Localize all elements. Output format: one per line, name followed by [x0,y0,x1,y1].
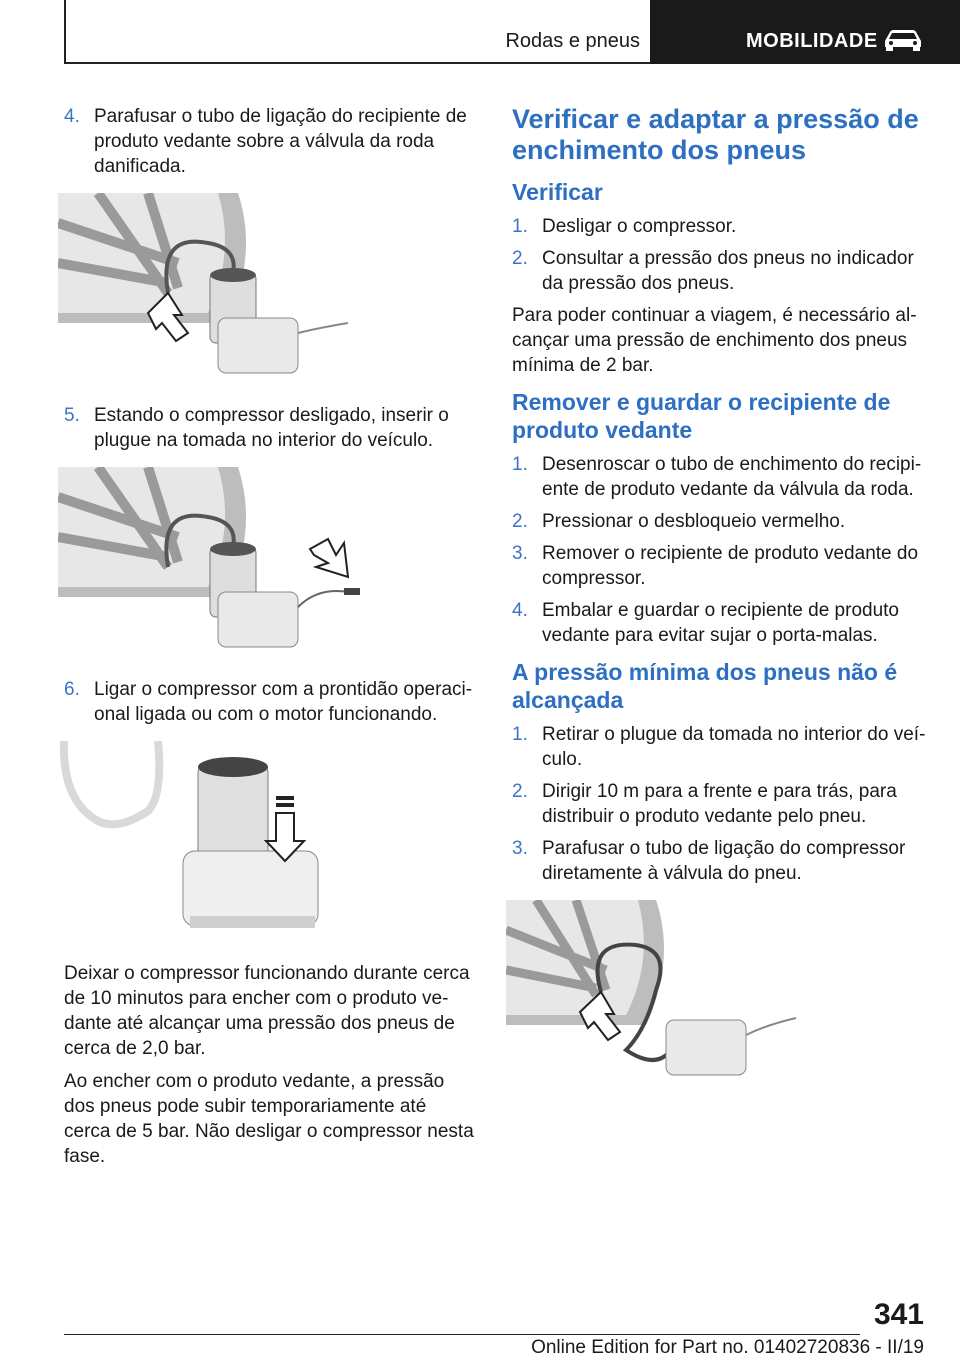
right-column [512,104,926,1105]
step-text: Embalar e guardar o recipiente de produto vedante para evitar sujar o porta-malas. [542,600,900,646]
section-title: Verificar e adaptar a pressão de enchimento dos pneus [512,104,919,165]
paragraph: Deixar o compressor funcionando durante cerca de 10 minutos para encher com o produto vedante até alcançar uma pressão dos pneus de cerca de 2,0 bar. [64,963,470,1059]
not-reached-step-1 [512,722,926,772]
step-number: 1. [512,454,528,475]
step-text: Parafusar o tubo de ligação do compressor diretamente à válvula do pneu. [542,838,906,884]
remove-step-2 [512,509,926,534]
remove-step-4 [512,598,926,648]
step-number: 6. [64,679,80,700]
step-4 [64,104,476,179]
figure-connect-hose-to-valve [58,193,368,383]
step-text: Remover o recipiente de produto vedante do compressor. [542,543,919,589]
step-number: 5. [64,405,80,426]
header-chapter-tab [650,0,960,64]
paragraph: Para poder continuar a viagem, é necessário alcançar uma pressão de enchimento dos pneus mínima de 2 bar. [512,305,917,376]
step-6 [64,677,476,727]
step-text: Parafusar o tubo de ligação do recipiente de produto vedante sobre a válvula da roda danificada. [94,106,467,177]
footer-edition: Online Edition for Part no. 01402720836 - II/19 [531,1337,924,1358]
subheading-not-reached: A pressão mínima dos pneus não é alcançada [512,659,898,713]
check-step-1 [512,214,926,239]
step-number: 4. [512,600,528,621]
step-text: Ligar o compressor com a prontidão operacional ligada ou com o motor funcionando. [94,679,473,725]
not-reached-step-3 [512,836,926,886]
step-number: 3. [512,838,528,859]
left-column [64,104,476,1177]
not-reached-step-2 [512,779,926,829]
header-left-rule [64,0,66,64]
step-text: Desenroscar o tubo de enchimento do recipiente de produto vedante da válvula da roda. [542,454,922,500]
header-bottom-rule [64,62,650,64]
step-number: 2. [512,248,528,269]
paragraph: Ao encher com o produto vedante, a pressão dos pneus pode subir temporariamente até cerca de 5 bar. Não desligar o compressor nesta fase. [64,1071,474,1167]
step-5 [64,403,476,453]
header-chapter-label: MOBILIDADE [746,30,878,52]
step-text: Retirar o plugue da tomada no interior do veículo. [542,724,926,770]
step-number: 4. [64,106,80,127]
car-icon [882,27,924,51]
step-text: Pressionar o desbloqueio vermelho. [542,511,846,532]
page-number: 341 [873,1298,924,1331]
header-section-title: Rodas e pneus [505,30,640,52]
step-number: 3. [512,543,528,564]
remove-step-3 [512,541,926,591]
step-text: Dirigir 10 m para a frente e para trás, para distribuir o produto vedante pelo pneu. [542,781,897,827]
step-number: 1. [512,724,528,745]
step-text: Estando o compressor desligado, inserir o plugue na tomada no interior do veículo. [94,405,449,451]
remove-step-1 [512,452,926,502]
step-text: Consultar a pressão dos pneus no indicador da pressão dos pneus. [542,248,914,294]
figure-plug-into-socket [58,467,368,657]
check-step-2 [512,246,926,296]
figure-switch-on-compressor [58,741,368,941]
subheading-check: Verificar [512,179,603,205]
footer-rule [64,1334,860,1335]
step-number: 2. [512,511,528,532]
step-text: Desligar o compressor. [542,216,737,237]
figure-hose-to-tire-valve [506,900,806,1085]
subheading-remove: Remover e guardar o recipiente de produto vedante [512,389,891,443]
step-number: 1. [512,216,528,237]
step-number: 2. [512,781,528,802]
